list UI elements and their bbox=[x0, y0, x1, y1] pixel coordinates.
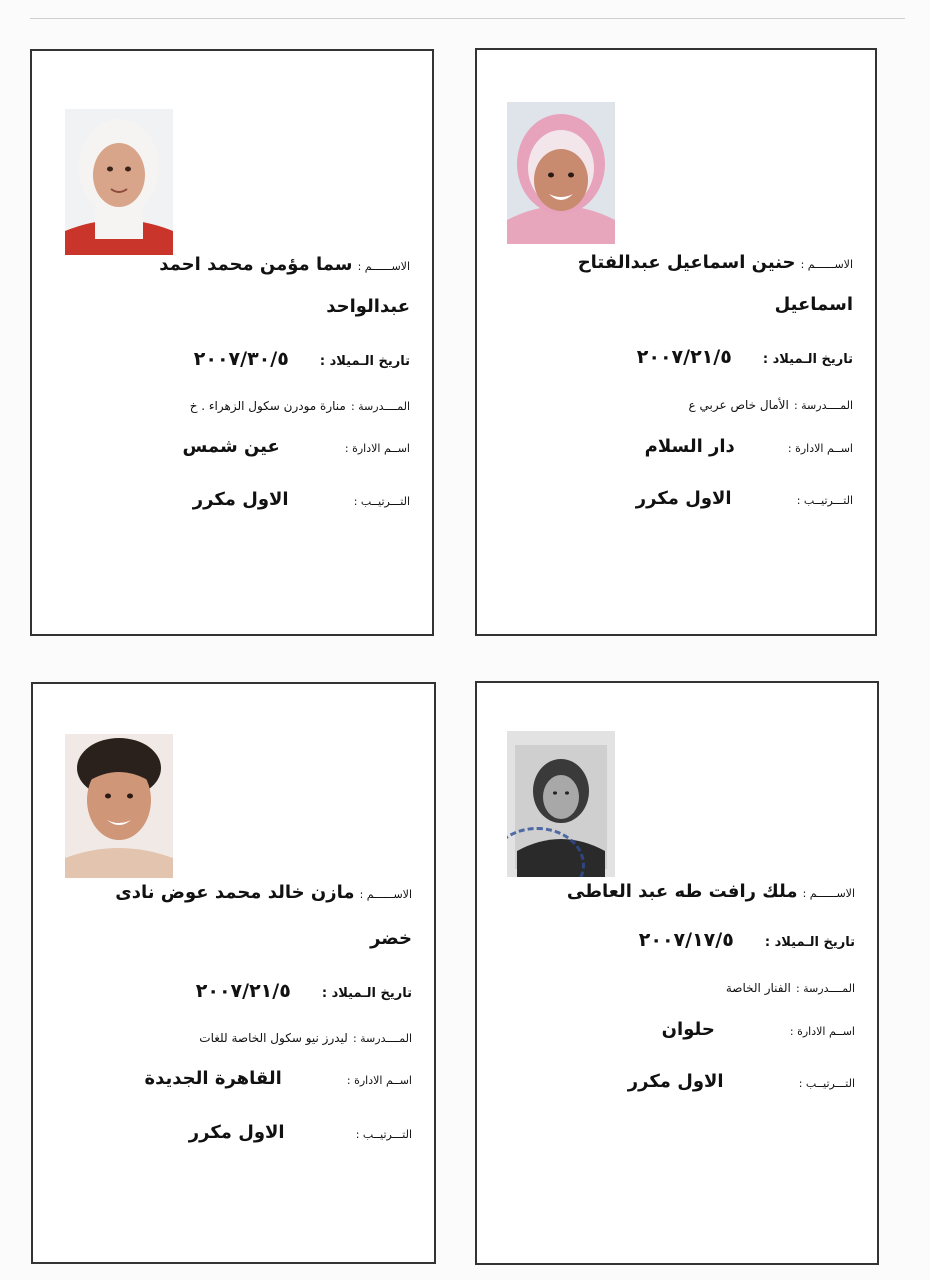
top-rule bbox=[30, 18, 905, 19]
school-label: المــــدرسة : bbox=[795, 982, 855, 995]
dob-value: ٢٠٠٧/٢١/٥ bbox=[195, 980, 291, 1002]
school-label: المــــدرسة : bbox=[793, 399, 853, 412]
student-photo bbox=[65, 109, 173, 255]
school-label: المــــدرسة : bbox=[350, 400, 410, 413]
rank-value: الاول مكرر bbox=[635, 488, 732, 509]
student-name-continued: عبدالواحد bbox=[326, 296, 410, 317]
admin-label: اســم الادارة : bbox=[789, 1025, 855, 1038]
name-label: الاســــــم : bbox=[359, 888, 412, 901]
school-value: الفنار الخاصة bbox=[725, 981, 791, 995]
school-value: الأمال خاص عربي ع bbox=[688, 398, 789, 412]
dob-label: تاريخ الـميلاد : bbox=[319, 354, 410, 369]
rank-value: الاول مكرر bbox=[627, 1071, 724, 1092]
admin-value: حلوان bbox=[661, 1019, 715, 1040]
admin-value: القاهرة الجديدة bbox=[144, 1068, 282, 1089]
student-name: حنين اسماعيل عبدالفتاح bbox=[577, 252, 796, 273]
admin-label: اســم الادارة : bbox=[346, 1074, 412, 1087]
dob-label: تاريخ الـميلاد : bbox=[764, 935, 855, 950]
name-label: الاســــــم : bbox=[357, 260, 410, 273]
dob-value: ٢٠٠٧/٢١/٥ bbox=[636, 346, 732, 368]
student-card bbox=[475, 681, 879, 1265]
student-name: مازن خالد محمد عوض نادى bbox=[115, 882, 355, 903]
school-value: ليدرز نيو سكول الخاصة للغات bbox=[199, 1031, 348, 1045]
student-photo bbox=[507, 731, 615, 877]
admin-value: دار السلام bbox=[644, 436, 735, 457]
student-photo bbox=[65, 734, 173, 878]
student-name: سما مؤمن محمد احمد bbox=[159, 254, 353, 275]
rank-value: الاول مكرر bbox=[192, 489, 289, 510]
student-name-continued: خضر bbox=[370, 928, 412, 949]
rank-label: التـــرتيــب : bbox=[796, 494, 853, 507]
name-label: الاســــــم : bbox=[800, 258, 853, 271]
rank-label: التـــرتيــب : bbox=[355, 1128, 412, 1141]
student-name: ملك رافت طه عبد العاطى bbox=[566, 881, 798, 902]
student-card bbox=[30, 49, 434, 636]
school-label: المــــدرسة : bbox=[352, 1032, 412, 1045]
student-name-continued: اسماعيل bbox=[774, 294, 853, 315]
student-photo bbox=[507, 102, 615, 244]
school-value: منارة مودرن سكول الزهراء . خ bbox=[189, 399, 346, 413]
dob-value: ٢٠٠٧/٣٠/٥ bbox=[193, 348, 289, 370]
admin-label: اســم الادارة : bbox=[344, 442, 410, 455]
name-label: الاســــــم : bbox=[802, 887, 855, 900]
student-card bbox=[475, 48, 877, 636]
student-card bbox=[31, 682, 436, 1264]
dob-label: تاريخ الـميلاد : bbox=[762, 352, 853, 367]
admin-label: اســم الادارة : bbox=[787, 442, 853, 455]
admin-value: عين شمس bbox=[182, 436, 280, 457]
rank-label: التـــرتيــب : bbox=[798, 1077, 855, 1090]
rank-value: الاول مكرر bbox=[188, 1122, 285, 1143]
dob-label: تاريخ الـميلاد : bbox=[321, 986, 412, 1001]
rank-label: التـــرتيــب : bbox=[353, 495, 410, 508]
dob-value: ٢٠٠٧/١٧/٥ bbox=[638, 929, 734, 951]
